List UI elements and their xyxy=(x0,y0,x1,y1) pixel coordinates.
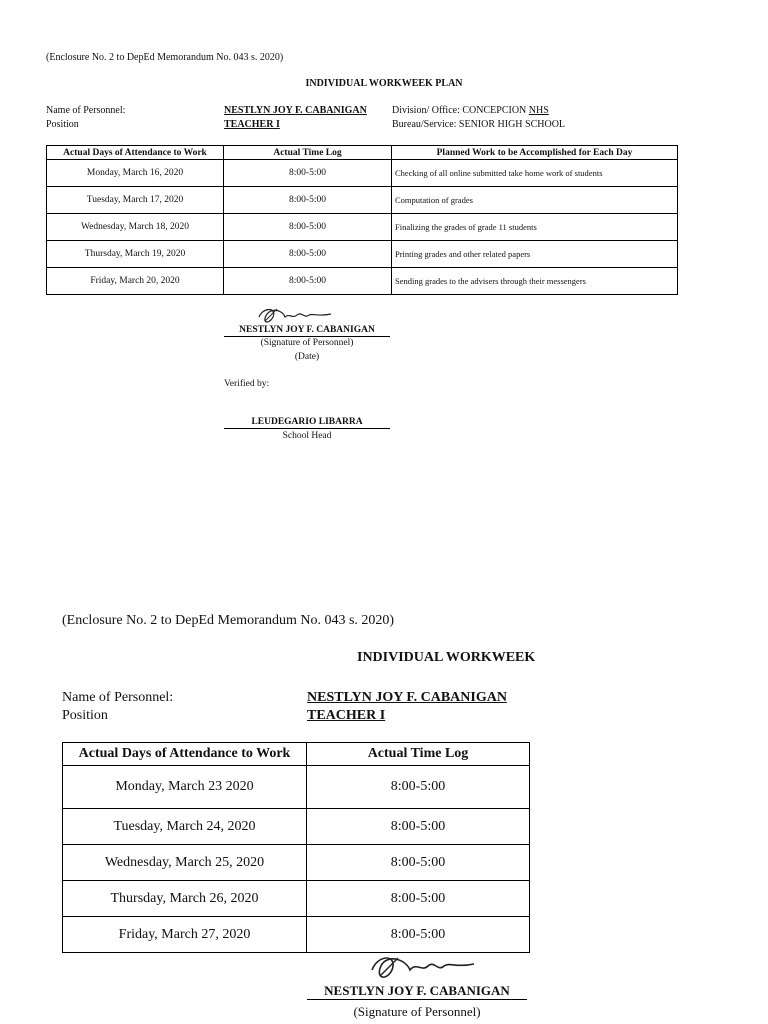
position-value-2: TEACHER I xyxy=(307,708,386,723)
column-header-days: Actual Days of Attendance to Work xyxy=(63,743,307,766)
table-row xyxy=(47,241,678,268)
school-head-name: LEUDEGARIO LIBARRA xyxy=(251,417,363,427)
document-title: INDIVIDUAL WORKWEEK PLAN xyxy=(305,78,463,89)
day-cell: Tuesday, March 24, 2020 xyxy=(63,809,307,845)
table-row xyxy=(63,917,530,953)
day-cell: Wednesday, March 18, 2020 xyxy=(47,214,224,241)
time-log-cell: 8:00-5:00 xyxy=(307,766,530,809)
time-log-cell: 8:00-5:00 xyxy=(224,160,392,187)
division-field xyxy=(392,105,549,117)
enclosure-note: (Enclosure No. 2 to DepEd Memorandum No. 043 s. 2020) xyxy=(46,52,284,63)
signer-name-2: NESTLYN JOY F. CABANIGAN xyxy=(324,983,510,998)
table-row xyxy=(47,187,678,214)
table-header-row xyxy=(47,146,678,160)
signature-caption: (Signature of Personnel) xyxy=(260,338,354,348)
day-cell: Thursday, March 19, 2020 xyxy=(47,241,224,268)
division-value: NHS xyxy=(528,105,549,116)
signature-scribble-2 xyxy=(366,952,478,984)
verified-by-label: Verified by: xyxy=(224,379,270,389)
signer-name: NESTLYN JOY F. CABANIGAN xyxy=(239,325,375,335)
time-log-cell: 8:00-5:00 xyxy=(307,809,530,845)
day-cell: Thursday, March 26, 2020 xyxy=(63,881,307,917)
position-label: Position xyxy=(46,119,79,130)
day-cell: Monday, March 16, 2020 xyxy=(47,160,224,187)
day-cell: Tuesday, March 17, 2020 xyxy=(47,187,224,214)
table-row xyxy=(63,766,530,809)
position-value: TEACHER I xyxy=(224,119,280,130)
column-header-planned-work: Planned Work to be Accomplished for Each Day xyxy=(392,146,678,160)
planned-work-cell: Sending grades to the advisers through their messengers xyxy=(392,268,678,295)
position-label-2: Position xyxy=(62,708,108,723)
school-head-caption: School Head xyxy=(282,431,332,441)
table-row xyxy=(63,809,530,845)
table-header-row xyxy=(63,743,530,766)
day-cell: Wednesday, March 25, 2020 xyxy=(63,845,307,881)
column-header-time-log: Actual Time Log xyxy=(307,743,530,766)
planned-work-cell: Computation of grades xyxy=(392,187,678,214)
signature-line-2 xyxy=(307,999,527,1000)
time-log-cell: 8:00-5:00 xyxy=(224,214,392,241)
day-cell: Monday, March 23 2020 xyxy=(63,766,307,809)
name-label: Name of Personnel: xyxy=(46,105,126,116)
workweek-table xyxy=(46,145,678,295)
time-log-cell: 8:00-5:00 xyxy=(224,187,392,214)
time-log-cell: 8:00-5:00 xyxy=(307,881,530,917)
table-row xyxy=(63,845,530,881)
table-row xyxy=(63,881,530,917)
column-header-days: Actual Days of Attendance to Work xyxy=(47,146,224,160)
day-cell: Friday, March 27, 2020 xyxy=(63,917,307,953)
enclosure-note-2: (Enclosure No. 2 to DepEd Memorandum No. 043 s. 2020) xyxy=(62,613,395,628)
time-log-cell: 8:00-5:00 xyxy=(224,268,392,295)
verifier-signature-line xyxy=(224,428,390,429)
name-label-2: Name of Personnel: xyxy=(62,690,174,705)
column-header-time-log: Actual Time Log xyxy=(224,146,392,160)
planned-work-cell: Printing grades and other related papers xyxy=(392,241,678,268)
planned-work-cell: Checking of all online submitted take home work of students xyxy=(392,160,678,187)
signature-caption-2: (Signature of Personnel) xyxy=(353,1004,481,1019)
bureau-field: Bureau/Service: SENIOR HIGH SCHOOL xyxy=(392,119,566,130)
table-row xyxy=(47,214,678,241)
name-value: NESTLYN JOY F. CABANIGAN xyxy=(224,105,367,116)
name-value-2: NESTLYN JOY F. CABANIGAN xyxy=(307,690,507,705)
time-log-cell: 8:00-5:00 xyxy=(307,845,530,881)
workweek-table-2 xyxy=(62,742,530,953)
time-log-cell: 8:00-5:00 xyxy=(224,241,392,268)
time-log-cell: 8:00-5:00 xyxy=(307,917,530,953)
table-row xyxy=(47,160,678,187)
planned-work-cell: Finalizing the grades of grade 11 students xyxy=(392,214,678,241)
table-row xyxy=(47,268,678,295)
document-title-2: INDIVIDUAL WORKWEEK xyxy=(357,650,536,665)
day-cell: Friday, March 20, 2020 xyxy=(47,268,224,295)
date-caption: (Date) xyxy=(294,352,320,362)
division-label: Division/ Office: CONCEPCION xyxy=(392,105,527,116)
